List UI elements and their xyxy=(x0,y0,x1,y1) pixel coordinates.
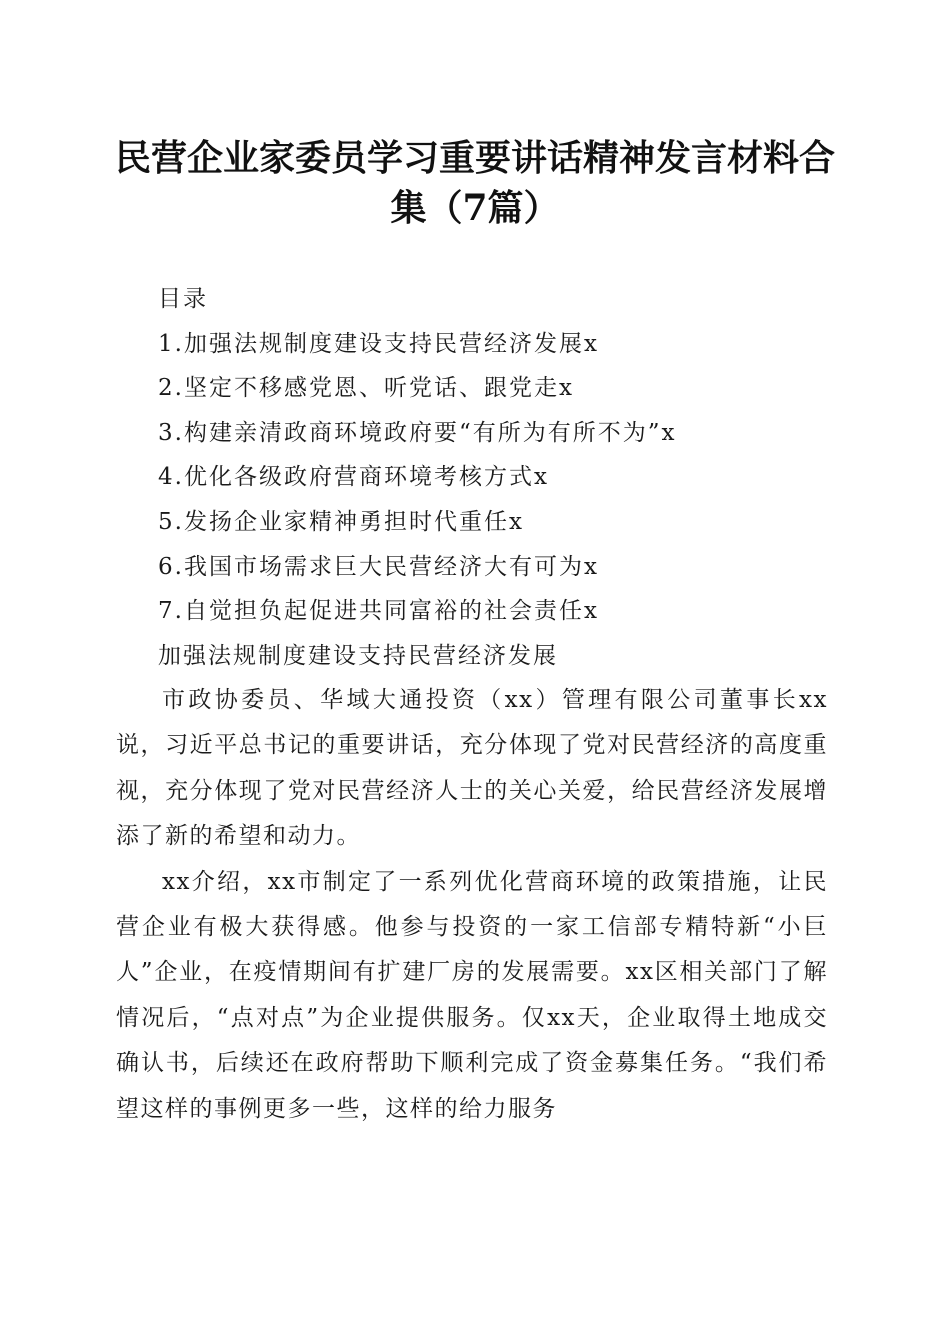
body-text xyxy=(116,678,828,1132)
table-of-contents xyxy=(158,277,858,678)
section-heading: 加强法规制度建设支持民营经济发展 xyxy=(158,642,558,669)
paragraph: 市政协委员、华域大通投资（xx）管理有限公司董事长xx说，习近平总书记的重要讲话，充分体现了党对民营经济的高度重视，充分体现了党对民营经济人士的关心关爱，给民营经济发展增添了新的希望和动力。 xyxy=(116,687,828,850)
paragraph: xx介绍，xx市制定了一系列优化营商环境的政策措施，让民营企业有极大获得感。他参与投资的一家工信部专精特新“小巨人”企业，在疫情期间有扩建厂房的发展需要。xx区相关部门了解情况后，“点对点”为企业提供服务。仅xx天，企业取得土地成交确认书，后续还在政府帮助下顺利完成了资金募集任务。“我们希望这样的事例更多一些，这样的给力服务 xyxy=(116,868,828,1122)
toc-item: 5.发扬企业家精神勇担时代重任x xyxy=(158,508,524,535)
toc-item: 1.加强法规制度建设支持民营经济发展x xyxy=(158,330,599,357)
toc-item: 3.构建亲清政商环境政府要“有所为有所不为”x xyxy=(158,419,677,446)
toc-item: 2.坚定不移感党恩、听党话、跟党走x xyxy=(158,375,574,402)
toc-heading: 目录 xyxy=(158,286,208,312)
toc-item: 4.优化各级政府营商环境考核方式x xyxy=(158,464,549,491)
toc-item: 7.自觉担负起促进共同富裕的社会责任x xyxy=(158,598,599,625)
toc-item: 6.我国市场需求巨大民营经济大有可为x xyxy=(158,553,599,580)
document-title: 民营企业家委员学习重要讲话精神发言材料合集（7篇） xyxy=(114,137,835,229)
